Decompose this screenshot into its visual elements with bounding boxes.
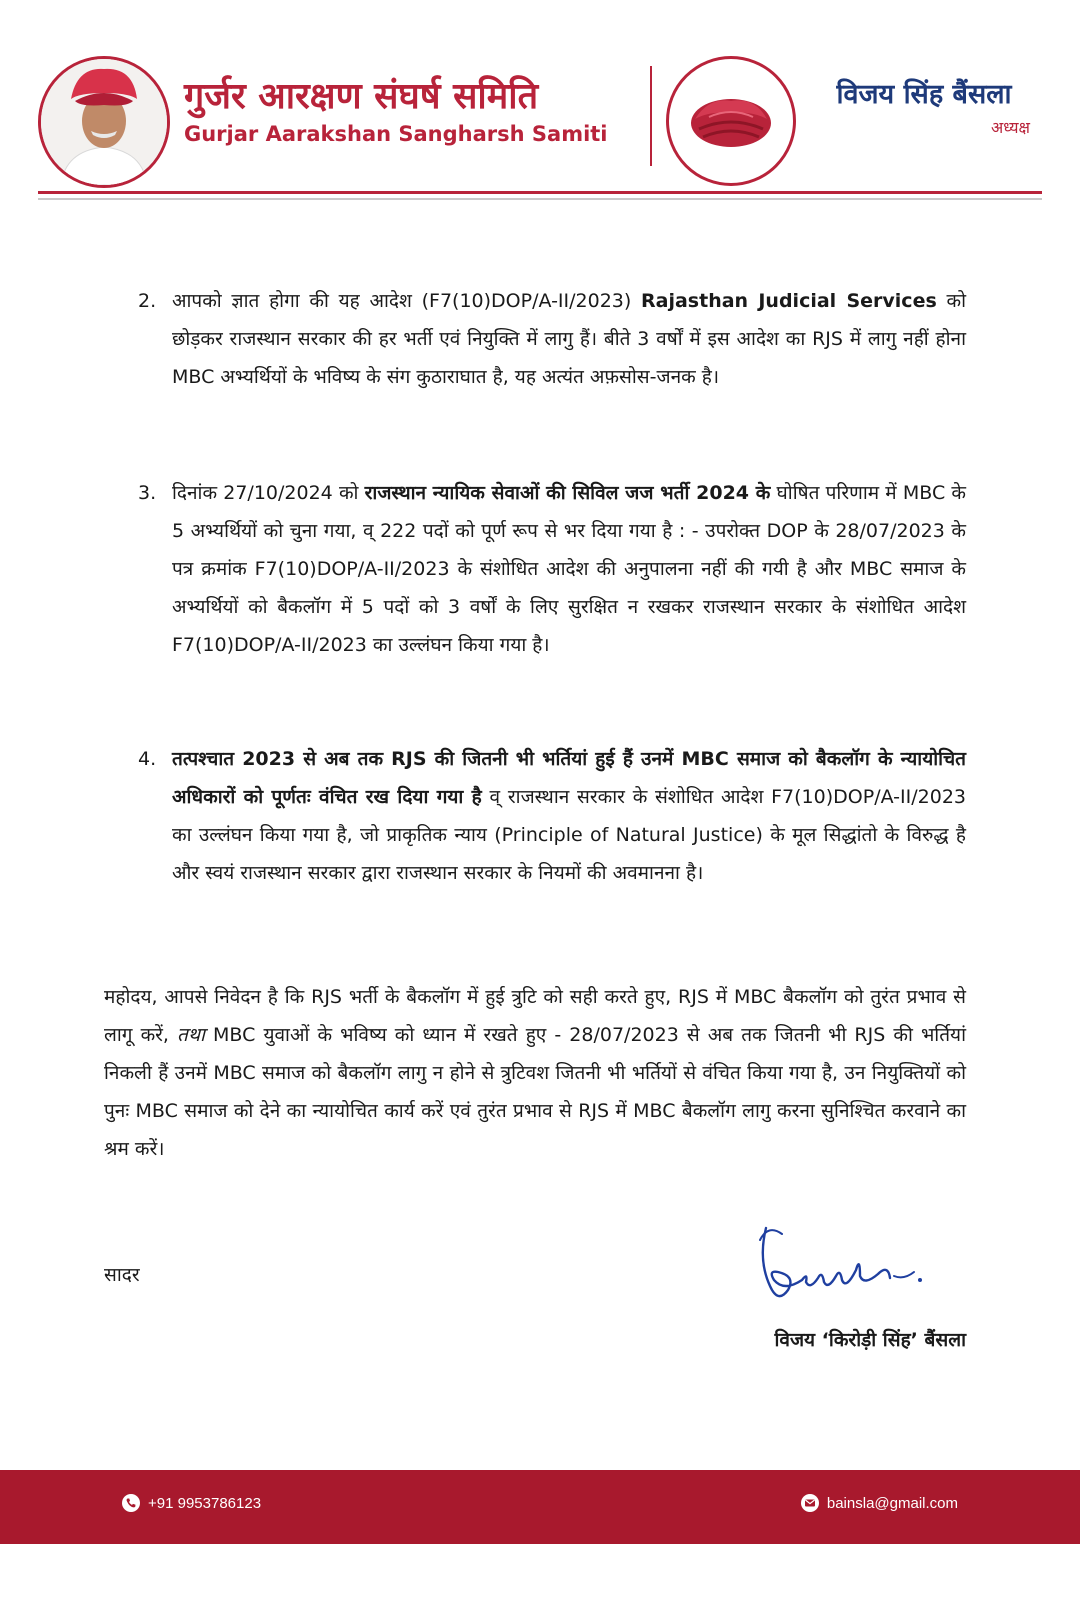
phone-icon xyxy=(122,1494,140,1512)
point-number: 2. xyxy=(138,290,157,312)
point-segment: दिनांक 27/10/2024 को xyxy=(172,482,365,504)
signature-icon xyxy=(748,1220,932,1316)
header-divider xyxy=(650,66,652,166)
point-number: 4. xyxy=(138,748,157,770)
point-segment-bold: Rajasthan Judicial Services xyxy=(641,290,937,312)
letterhead xyxy=(38,48,1042,188)
salutation: सादर xyxy=(104,1264,140,1286)
footer-phone-text[interactable]: +91 9953786123 xyxy=(148,1494,262,1512)
point-text xyxy=(172,474,966,664)
org-name-english: Gurjar Aarakshan Sangharsh Samiti xyxy=(184,122,608,146)
turban-logo-icon xyxy=(666,56,796,186)
email-icon xyxy=(801,1494,819,1512)
request-paragraph xyxy=(104,978,966,1168)
point-segment: व् राजस्थान सरकार के संशोधित आदेश F7(10)DOP/A-II/2023 का उल्लंघन किया गया है, जो प्राकृतिक न्याय (Principle of Natural Justice) के मूल सिद्धांतो के विरुद्ध है और स्वयं राजस्थान सरकार द्वारा राजस्थान सरकार के नियमों की अवमानना है। xyxy=(172,786,966,884)
point-segment: आपको ज्ञात होगा की यह आदेश (F7(10)DOP/A-II/2023) xyxy=(172,290,642,312)
footer-email-text[interactable]: bainsla@gmail.com xyxy=(826,1494,958,1512)
footer-phone xyxy=(122,1494,261,1512)
signatory-name: विजय ‘किरोड़ी सिंह’ बैंसला xyxy=(774,1329,966,1351)
header-rule xyxy=(38,191,1042,194)
point-3 xyxy=(138,474,966,664)
founder-portrait-icon xyxy=(38,56,170,188)
point-segment: घोषित परिणाम में MBC के 5 अभ्यर्थियों को चुना गया, व् 222 पदों को पूर्ण रूप से भर दिया गया है : - उपरोक्त DOP के 28/07/2023 के पत्र क्रमांक F7(10)DOP/A-II/2023 के संशोधित आदेश की अनुपालना नहीं की गयी है और MBC समाज के अभ्यर्थियों को बैकलॉग में 5 पदों को 3 वर्षों के लिए सुरक्षित न रखकर राजस्थान सरकार के संशोधित आदेश F7(10)DOP/A-II/2023 का उल्लंघन किया गया है। xyxy=(172,482,966,656)
org-name-hindi: गुर्जर आरक्षण संघर्ष समिति xyxy=(184,76,539,117)
point-segment-bold: राजस्थान न्यायिक सेवाओं की सिविल जज भर्ती 2024 के xyxy=(364,482,771,504)
request-segment: MBC युवाओं के भविष्य को ध्यान में रखते हुए - 28/07/2023 से अब तक जितनी भी RJS की भर्तियां निकली हैं उनमें MBC समाज को बैकलॉग लागु न होने से त्रुटिवश जितनी भी भर्तियों से वंचित किया गया है, उन नियुक्तियों को पुनः MBC समाज को देने का न्यायोचित कार्य करें एवं तुरंत प्रभाव से RJS में MBC बैकलॉग लागु करना सुनिश्चित करवाने का श्रम करें। xyxy=(104,1024,967,1160)
page-bottom-margin xyxy=(0,1558,1080,1598)
point-number: 3. xyxy=(138,482,157,504)
request-segment: महोदय, आपसे निवेदन है कि RJS भर्ती के बैकलॉग में हुई त्रुटि को सही करते हुए, RJS में MBC बैकलॉग को तुरंत प्रभाव से लागू करें, xyxy=(104,986,966,1046)
point-4 xyxy=(138,740,966,892)
footer-email xyxy=(801,1494,958,1512)
point-2 xyxy=(138,282,966,396)
point-segment-bold: तत्पश्चात 2023 से अब तक RJS की जितनी भी भर्तियां हुई हैं उनमें MBC समाज को बैकलॉग के न्यायोचित अधिकारों को पूर्णतः वंचित रख दिया गया है xyxy=(172,748,966,808)
footer-bar xyxy=(0,1470,1080,1544)
point-segment: को छोड़कर राजस्थान सरकार की हर भर्ती एवं नियुक्ति में लागु हैं। बीते 3 वर्षों में इस आदेश का RJS में लागु नहीं होना MBC अभ्यर्थियों के भविष्य के संग कुठाराघात है, यह अत्यंत अफ़सोस-जनक है। xyxy=(172,290,966,388)
header-rule-secondary xyxy=(38,198,1042,200)
request-segment-italic: तथा xyxy=(177,1024,205,1046)
point-text xyxy=(172,282,966,396)
leader-title: अध्यक्ष xyxy=(991,118,1030,137)
point-text xyxy=(172,740,966,892)
leader-name: विजय सिंह बैंसला xyxy=(836,79,1012,110)
